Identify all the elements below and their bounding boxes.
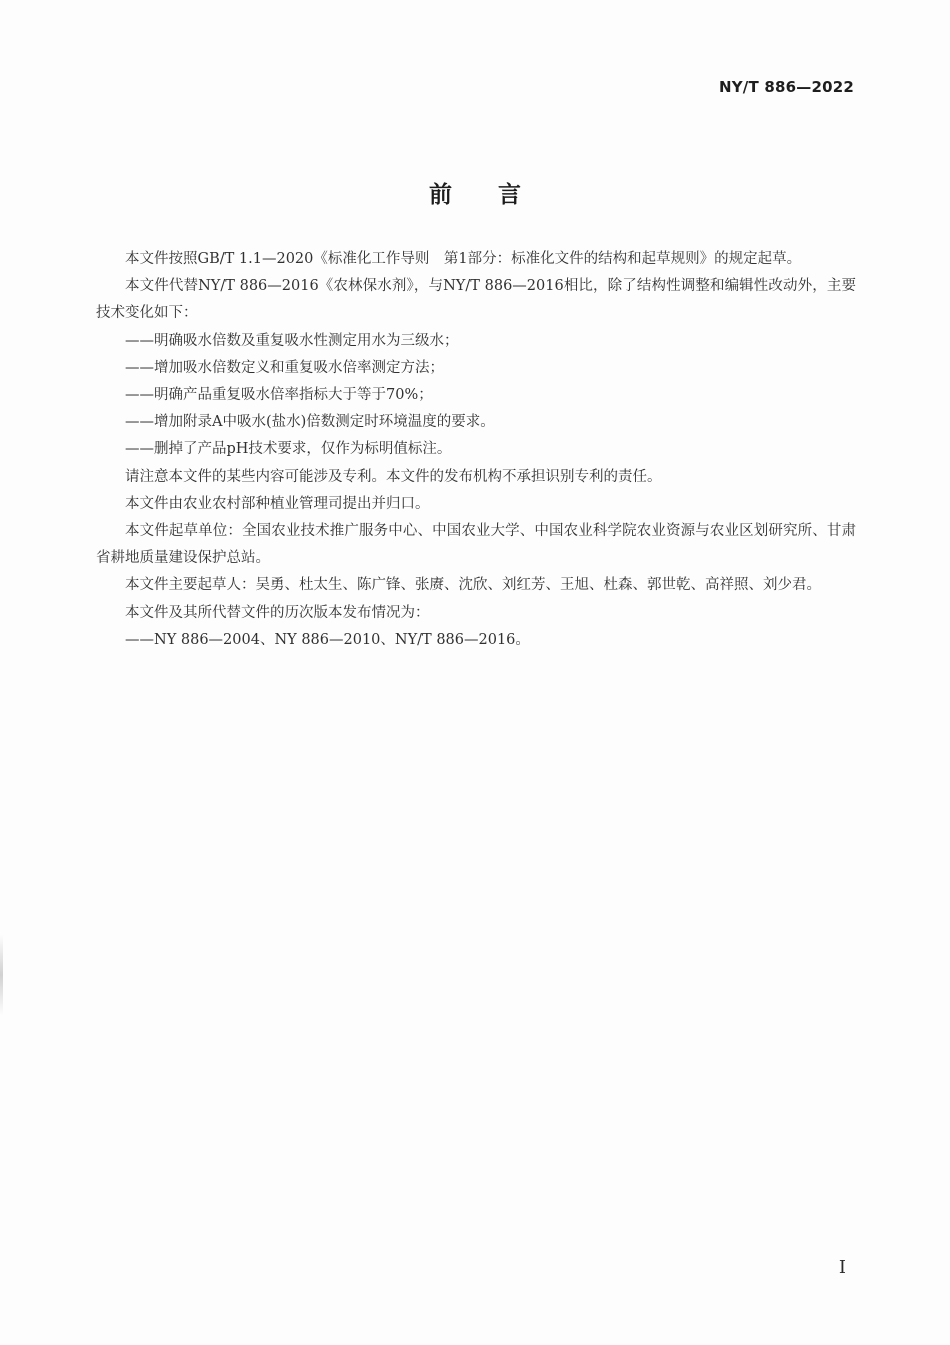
paragraph-version-history: 本文件及其所代替文件的历次版本发布情况为： bbox=[125, 604, 430, 621]
page-number: I bbox=[838, 1257, 846, 1278]
change-item: ——明确吸水倍数及重复吸水性测定用水为三级水； bbox=[125, 332, 459, 349]
paragraph-drafting-units: 本文件起草单位：全国农业技术推广服务中心、中国农业大学、中国农业科学院农业资源与农业区划研究所、甘肃省耕地质量建设保护总站。 bbox=[96, 523, 856, 567]
document-body bbox=[96, 246, 856, 654]
scan-edge-shadow bbox=[0, 935, 3, 1015]
page-title: 前言 bbox=[429, 182, 567, 208]
paragraph-replacement: 本文件代替NY/T 886—2016《农林保水剂》，与NY/T 886—2016相比，除了结构性调整和编辑性改动外，主要技术变化如下： bbox=[96, 278, 856, 322]
change-item: ——明确产品重复吸水倍率指标大于等于70%； bbox=[125, 387, 433, 404]
version-list-item: ——NY 886—2004、NY 886—2010、NY/T 886—2016。 bbox=[125, 631, 530, 648]
paragraph-drafters: 本文件主要起草人：吴勇、杜太生、陈广锋、张赓、沈欣、刘红芳、王旭、杜森、郭世乾、高祥照、刘少君。 bbox=[125, 577, 821, 594]
change-item: ——删掉了产品pH技术要求，仅作为标明值标注。 bbox=[125, 441, 452, 458]
paragraph-proposer: 本文件由农业农村部种植业管理司提出并归口。 bbox=[125, 495, 430, 512]
paragraph-patent-notice: 请注意本文件的某些内容可能涉及专利。本文件的发布机构不承担识别专利的责任。 bbox=[125, 468, 662, 485]
paragraph-drafting-rules: 本文件按照GB/T 1.1—2020《标准化工作导则 第1部分：标准化文件的结构和起草规则》的规定起草。 bbox=[125, 251, 802, 267]
change-item: ——增加吸水倍数定义和重复吸水倍率测定方法； bbox=[125, 359, 444, 376]
change-item: ——增加附录A中吸水(盐水)倍数测定时环境温度的要求。 bbox=[125, 414, 495, 431]
document-number: NY/T 886—2022 bbox=[718, 78, 854, 96]
